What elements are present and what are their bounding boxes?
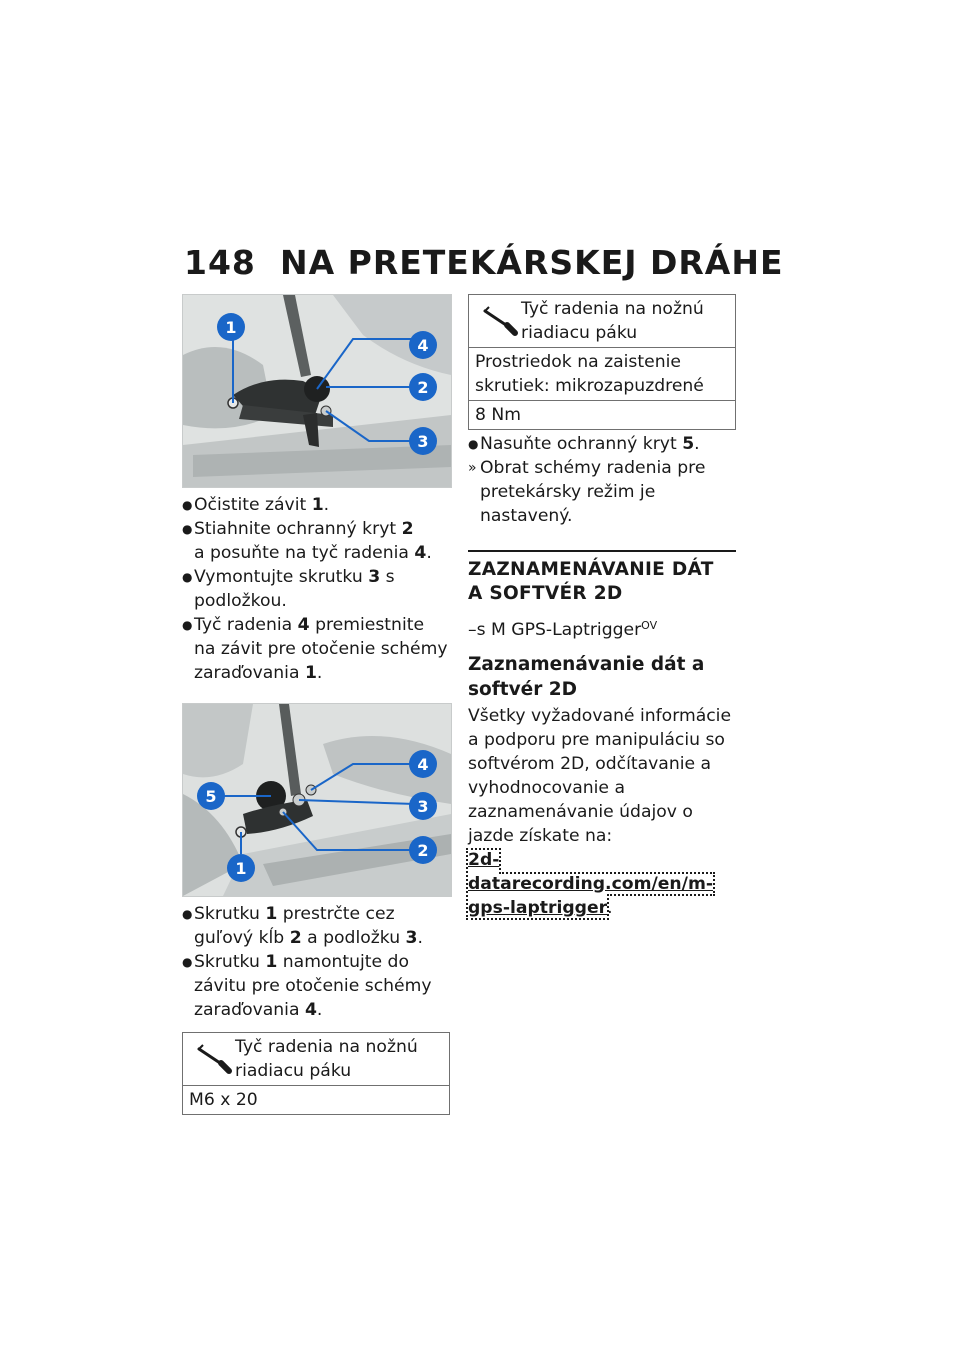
svg-text:4: 4 xyxy=(417,755,429,774)
callout-1 xyxy=(217,313,245,341)
bullet-icon: ● xyxy=(182,907,193,921)
svg-text:3: 3 xyxy=(417,797,429,816)
svg-text:5: 5 xyxy=(205,787,217,806)
spec-title-cell xyxy=(183,1033,450,1086)
subsection-title: Zaznamenávanie dát a softvér 2D xyxy=(468,654,705,700)
list-item: ● Tyč radenia 4 premiestnite na závit pre otočenie schémy zaraďovania 1. xyxy=(182,615,448,683)
spec-title: Tyč radenia na nožnú riadiacu páku xyxy=(235,1037,418,1081)
callout-1 xyxy=(227,854,255,882)
svg-text:2: 2 xyxy=(417,841,429,860)
list-item: ● Skrutku 1 prestrčte cez guľový kĺb 2 a podložku 3. xyxy=(182,904,423,948)
spec-note: Prostriedok na zaistenie skrutiek: mikrozapuzdrené xyxy=(469,348,736,401)
page-number: 148 xyxy=(184,243,256,282)
svg-text:3: 3 xyxy=(417,432,429,451)
section-divider xyxy=(468,550,736,552)
svg-text:4: 4 xyxy=(417,336,429,355)
callout-3 xyxy=(409,427,437,455)
section-title: ZAZNAMENÁVANIE DÁT A SOFTVÉR 2D xyxy=(468,559,714,604)
bullet-icon: ● xyxy=(182,522,193,536)
left-column xyxy=(182,294,450,1115)
page-header xyxy=(184,243,784,282)
callout-5 xyxy=(197,782,225,810)
equipment-note: –s M GPS-Laptrigger$^{OV}$ xyxy=(468,619,658,640)
spec-value: 8 Nm xyxy=(469,401,736,430)
spec-table-1 xyxy=(182,1032,450,1115)
datarecording-link[interactable]: 2d-datarecording.com/en/m-gps-laptrigger xyxy=(468,850,713,918)
spec-title: Tyč radenia na nožnú riadiacu páku xyxy=(521,299,704,343)
body-text: Všetky vyžadované informácie a podporu pre manipuláciu so softvérom 2D, odčítavanie a vyhodnocovanie a zaznamenávanie údajov o jazde získate na: xyxy=(468,706,732,846)
list-item: ● Skrutku 1 namontujte do závitu pre otočenie schémy zaraďovania 4. xyxy=(182,952,432,1020)
instruction-list-1 xyxy=(182,493,450,685)
list-item: ● Nasuňte ochranný kryt 5. xyxy=(468,434,700,454)
spec-value: M6 x 20 xyxy=(183,1086,450,1115)
callout-3 xyxy=(409,792,437,820)
figure-shift-rod-mounting xyxy=(182,703,452,897)
bullet-icon: ● xyxy=(182,618,193,632)
chapter-title: NA PRETEKÁRSKEJ DRÁHE xyxy=(280,243,784,282)
list-item: ● Vymontujte skrutku 3 s podložkou. xyxy=(182,567,395,611)
bullet-icon: ● xyxy=(182,570,193,584)
list-item: ● Stiahnite ochranný kryt 2 a posuňte na tyč radenia 4. xyxy=(182,519,432,563)
svg-text:2: 2 xyxy=(417,378,429,397)
callout-4 xyxy=(409,750,437,778)
wrench-icon xyxy=(197,1043,233,1082)
list-item: ● Očistite závit 1. xyxy=(182,495,330,515)
spec-title-cell xyxy=(469,295,736,348)
callout-4 xyxy=(409,331,437,359)
link-paragraph: 2d-datarecording.com/en/m-gps-laptrigger. xyxy=(468,850,713,918)
spec-table-2 xyxy=(468,294,736,430)
figure-footrest-shift-linkage xyxy=(182,294,452,488)
instruction-list-2 xyxy=(182,902,450,1022)
instruction-list-3 xyxy=(468,432,736,528)
svg-text:1: 1 xyxy=(235,859,247,878)
result-item: » Obrat schémy radenia pre pretekársky režim je nastavený. xyxy=(468,458,706,526)
right-column xyxy=(468,294,736,920)
result-arrow-icon: » xyxy=(468,460,477,476)
bullet-icon: ● xyxy=(182,955,193,969)
svg-text:1: 1 xyxy=(225,318,237,337)
callout-2 xyxy=(409,373,437,401)
wrench-icon xyxy=(483,305,519,344)
bullet-icon: ● xyxy=(182,498,193,512)
callout-2 xyxy=(409,836,437,864)
optional-equipment-badge: OV xyxy=(641,619,658,632)
bullet-icon: ● xyxy=(468,437,479,451)
